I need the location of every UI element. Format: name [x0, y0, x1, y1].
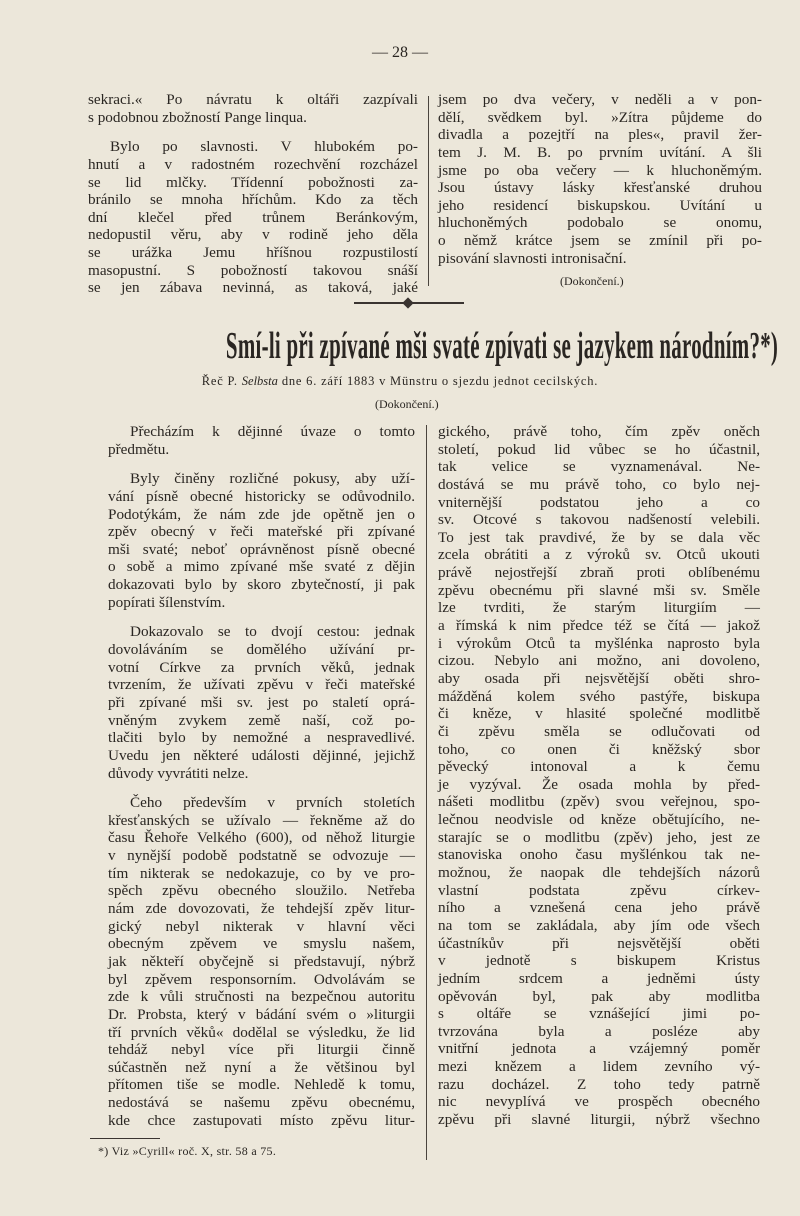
text-line: divadla a pozejtří na ples«, pravil žer-	[438, 126, 762, 144]
subtitle-author: Selbsta	[241, 374, 278, 388]
text-line: je vyzýval. Že osada mohla by před-	[438, 775, 760, 793]
continued-note-top: (Dokončení.)	[560, 274, 624, 288]
text-line: nedopustil věru, aby v rodině jeho děla	[88, 226, 418, 244]
text-line: dní klečel před trůnem Beránkovým,	[88, 208, 418, 226]
text-line: se jen zábava nevinná, as taková, jaké	[88, 279, 418, 297]
text-line: přítomen tiše se modle. Nehledě k tomu,	[108, 1076, 415, 1094]
text-line: aby osada při nejsvětější oběti shro-	[438, 669, 760, 687]
article-title-text: Smí-li při zpívané mši svaté zpívati se jazykem národním?*)	[225, 325, 779, 367]
text-line: hnutí a v radostném rozechvění rozcházel	[88, 155, 418, 173]
article-left-column	[108, 423, 415, 1129]
text-line: či kněze, v hlasité společné modlitbě	[438, 705, 760, 723]
text-line: bránilo se mnoha hříchům. Kdo za těch	[88, 191, 418, 209]
text-line: vnitřní jednota a vzájemný poměr	[438, 1040, 760, 1058]
text-line: To jest tak pravdivé, že by se dala věc	[438, 528, 760, 546]
article-title	[0, 326, 800, 366]
text-line: mážděná kolem svého pastýře, biskupa	[438, 687, 760, 705]
text-line: spěch zpěvu obecného sloužilo. Netřeba	[108, 882, 415, 900]
column-divider	[428, 96, 429, 286]
text-line: zpěv obecný v řeči mateřské při zpívané	[108, 523, 415, 541]
text-line: předmětu.	[108, 440, 170, 458]
subtitle-rest: dne 6. září 1883 v Münstru o sjezdu jednot cecilských.	[281, 374, 599, 388]
text-line: dokazovati bylo by skoro zbytečností, ji pak	[108, 576, 415, 594]
text-line: dostává se mu právě toho, co bylo nej-	[438, 475, 760, 493]
text-line: Dokazovalo se to dvojí cestou: jednak	[130, 623, 415, 641]
text-line: hluchoněmých podobalo se onomu,	[438, 214, 762, 232]
text-line: Uvedu jen některé události dějinné, jejichž	[108, 746, 415, 764]
text-line: jedním srdcem a jedněmi ústy	[438, 969, 760, 987]
text-line: Přecházím k dějinné úvaze o tomto	[130, 423, 415, 440]
text-line: kde chce zastupovati místo zpěvu litur-	[108, 1111, 415, 1129]
text-line: účastníkův při nejsvětější oběti	[438, 934, 760, 952]
text-line: dovoláváním se domělého užívání pr-	[108, 641, 415, 659]
text-line: vniternější podstatou jeho a co	[438, 493, 760, 511]
text-line: sv. Otcové s takovou nadšeností velebili.	[438, 511, 760, 529]
text-line: vání písně obecné historicky se odůvodnilo.	[108, 487, 415, 505]
text-line: o němž krátce jsem se zmínil při po-	[438, 232, 762, 250]
text-line: nic nevyplívá ve prospěch obecného	[438, 1093, 760, 1111]
text-line: zpěvu při slavné liturgii, nýbrž všechno	[438, 1110, 760, 1128]
subtitle-prefix: Řeč P.	[201, 374, 238, 388]
article-subtitle	[0, 373, 800, 389]
text-line: gického, právě toho, čím zpěv oněch	[438, 423, 760, 440]
text-line: popírati šílenstvím.	[108, 593, 226, 611]
text-line: pěvecký intonoval a k čemu	[438, 758, 760, 776]
text-line: opěvován byl, pak aby modlitba	[438, 987, 760, 1005]
text-line: o sobě a mimo zpívané mše svaté z dějin	[108, 558, 415, 576]
text-line: a římská k nim předce též se čítá — jakož	[438, 617, 760, 635]
text-line: Jsou ústavy lásky křesťanské druhou	[438, 179, 762, 197]
text-line: dělí, svědkem byl. »Zítra půjdeme do	[438, 108, 762, 126]
text-line: cizou. Nebylo ani možno, ani dovoleno,	[438, 652, 760, 670]
text-line: Byly činěny rozličné pokusy, aby uží-	[130, 470, 415, 488]
text-line: zde k vůli stručnosti na bezpečnou autoritu	[108, 988, 415, 1006]
footnote: *) Viz »Cyrill« roč. X, str. 58 a 75.	[98, 1144, 277, 1158]
text-line: tří prvních věků« dodělal se výsledku, že lid	[108, 1023, 415, 1041]
footnote-rule	[90, 1138, 160, 1139]
text-line: se urážka Jemu hříšnou rozpustilostí	[88, 244, 418, 262]
text-line: pisování slavnosti intronisační.	[438, 249, 627, 267]
text-line: masopustní. S pobožností takovou snáší	[88, 261, 418, 279]
article-column-divider	[426, 425, 427, 1160]
continued-note-article: (Dokončení.)	[375, 397, 439, 411]
text-line: jsme po oba večery — k hluchoněmým.	[438, 161, 762, 179]
text-line: tvrzením, že užívati zpěvu v řeči mateřské	[108, 676, 415, 694]
article-right-column	[438, 423, 760, 1129]
text-line: tím nikterak se nedokazuje, co by ve pro-	[108, 864, 415, 882]
text-line: se lid mlčky. Třídenní pobožnosti za-	[88, 173, 418, 191]
top-right-column	[438, 91, 762, 267]
text-line: ního a vznešená cena jeho právě	[438, 899, 760, 917]
text-line: starajíc se o modlitbu (zpěv) jeho, jest ze	[438, 828, 760, 846]
text-line: zpěvu obecnému při slavné mši sv. Směle	[438, 581, 760, 599]
text-line: v nynější podobě podstatně se odvozuje —	[108, 847, 415, 865]
text-line: jsem po dva večery, v neděli a v pon-	[438, 91, 762, 108]
text-line: mši svaté; neboť oprávněnost písně obecné	[108, 540, 415, 558]
text-line: i výrokům Otců ta myšlénka naprosto byla	[438, 634, 760, 652]
section-divider-ornament	[354, 302, 464, 304]
text-line: jeho residencí biskupskou. Uvítání u	[438, 196, 762, 214]
text-line: právě nejostřejší zbraň proti oblíbenému	[438, 564, 760, 582]
text-line: nám zde dovozovati, že tehdejší zpěv litur-	[108, 900, 415, 918]
text-line: století, pokud lid vůbec se ho účastnil,	[438, 440, 760, 458]
text-line: vlastní podstata zpěvu církev-	[438, 881, 760, 899]
text-line: času Řehoře Velkého (600), od něhož liturgie	[108, 829, 415, 847]
text-line: Dr. Probsta, který v bádání svém o »liturgii	[108, 1005, 415, 1023]
text-line: s podobnou zbožností Pange linqua.	[88, 108, 307, 126]
top-left-column	[88, 91, 418, 297]
text-line: křesťanských se užívalo — řekněme až do	[108, 811, 415, 829]
text-line: tem J. M. B. po prvním uvítání. A šli	[438, 143, 762, 161]
text-line: lze tvrditi, že starým liturgiím —	[438, 599, 760, 617]
text-line: při zpívané mši sv. jest po staletí oprá-	[108, 693, 415, 711]
text-line: votní Církve za prvních věků, jednak	[108, 658, 415, 676]
text-line: Čeho především v prvních stoletích	[130, 794, 415, 812]
text-line: byl zpěvem responsorním. Odvolávám se	[108, 970, 415, 988]
text-line: toho, co onen či kněžský sbor	[438, 740, 760, 758]
text-line: sekraci.« Po návratu k oltáři zazpívali	[88, 91, 418, 108]
text-line: s oltáře se vznášející jimi po-	[438, 1005, 760, 1023]
text-line: nášeti modlitbu (zpěv) svou veřejnou, spo-	[438, 793, 760, 811]
text-line: či zpěvu směla se odlučovati od	[438, 722, 760, 740]
text-line: jak někteří obyčejně si představují, nýbrž	[108, 952, 415, 970]
text-line: v jednotě s biskupem Kristus	[438, 952, 760, 970]
text-line: razu docházel. Z toho tedy patrně	[438, 1075, 760, 1093]
text-line: mezi knězem a lidem zevního vý-	[438, 1058, 760, 1076]
text-line: vněným zvykem země naší, což po-	[108, 711, 415, 729]
text-line: nedostává se našemu zpěvu obecnému,	[108, 1094, 415, 1112]
text-line: Bylo po slavnosti. V hlubokém po-	[110, 138, 418, 156]
text-line: zcela obrátiti a z výroků sv. Otců ukouti	[438, 546, 760, 564]
text-line: lečnou neodvisle od kněze obětujícího, ne-	[438, 811, 760, 829]
text-line: súčastněn než nyní a že většinou byl	[108, 1058, 415, 1076]
text-line: obecným zpěvem ve smyslu našem,	[108, 935, 415, 953]
text-line: tehdáž nebyl více při liturgii činně	[108, 1041, 415, 1059]
text-line: na tom se zakládala, aby jím ode všech	[438, 916, 760, 934]
text-line: tlačiti bylo by nemožné a nespravedlivé.	[108, 729, 415, 747]
text-line: Podotýkám, že nám zde jde opětně jen o	[108, 505, 415, 523]
text-line: tak velice se vyznamenával. Ne-	[438, 458, 760, 476]
text-line: tvrzována byla a posléze aby	[438, 1022, 760, 1040]
text-line: důvody vyvrátiti nelze.	[108, 764, 249, 782]
text-line: gický nebyl nikterak v hlavní věci	[108, 917, 415, 935]
page-number: — 28 —	[372, 44, 428, 61]
text-line: možnou, že naopak dle tehdejších názorů	[438, 864, 760, 882]
text-line: stanoviska onoho času myšlénkou tak ne-	[438, 846, 760, 864]
